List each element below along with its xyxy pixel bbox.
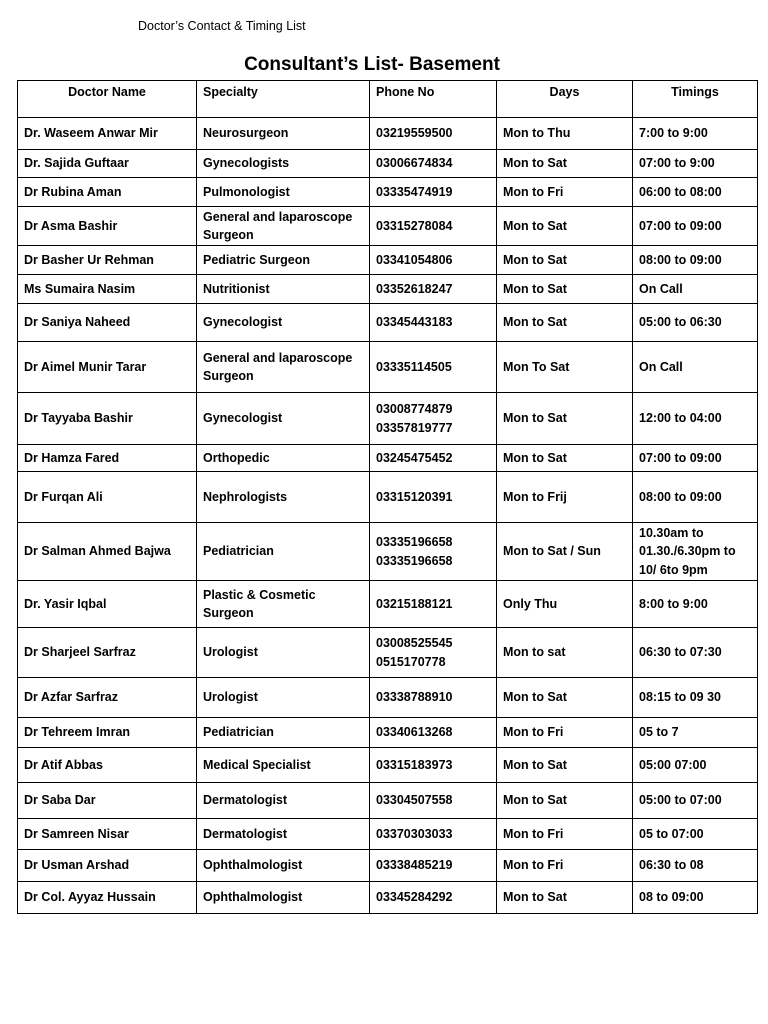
doctor-name-cell: Dr Atif Abbas bbox=[18, 748, 197, 783]
days-cell: Mon to Frij bbox=[497, 472, 633, 523]
doctor-name-cell: Dr Aimel Munir Tarar bbox=[18, 342, 197, 393]
specialty-cell: Pediatrician bbox=[197, 718, 370, 748]
timings-cell: 05:00 to 07:00 bbox=[633, 783, 758, 819]
table-row bbox=[18, 678, 758, 718]
days-cell: Mon to Fri bbox=[497, 178, 633, 207]
timings-cell: 7:00 to 9:00 bbox=[633, 118, 758, 150]
specialty-cell: Gynecologist bbox=[197, 304, 370, 342]
table-row bbox=[18, 819, 758, 850]
phone-cell: 03219559500 bbox=[370, 118, 497, 150]
phone-cell: 03315183973 bbox=[370, 748, 497, 783]
days-cell: Mon to Sat bbox=[497, 150, 633, 178]
timings-cell: 08:00 to 09:00 bbox=[633, 472, 758, 523]
days-cell: Mon to Fri bbox=[497, 819, 633, 850]
days-cell: Mon to Sat bbox=[497, 783, 633, 819]
specialty-cell: Pulmonologist bbox=[197, 178, 370, 207]
timings-cell: 08:00 to 09:00 bbox=[633, 246, 758, 275]
days-cell: Mon to Thu bbox=[497, 118, 633, 150]
phone-cell: 03335474919 bbox=[370, 178, 497, 207]
doctor-name-cell: Dr Furqan Ali bbox=[18, 472, 197, 523]
table-row bbox=[18, 581, 758, 628]
table-row bbox=[18, 882, 758, 914]
phone-cell: 03352618247 bbox=[370, 275, 497, 304]
doctor-name-cell: Dr. Yasir Iqbal bbox=[18, 581, 197, 628]
specialty-cell: General and laparoscope Surgeon bbox=[197, 342, 370, 393]
days-cell: Mon to Sat bbox=[497, 882, 633, 914]
days-cell: Only Thu bbox=[497, 581, 633, 628]
table-row bbox=[18, 718, 758, 748]
timings-cell: 08:15 to 09 30 bbox=[633, 678, 758, 718]
timings-cell: 07:00 to 09:00 bbox=[633, 445, 758, 472]
doctor-name-cell: Dr Rubina Aman bbox=[18, 178, 197, 207]
days-cell: Mon to sat bbox=[497, 628, 633, 678]
specialty-cell: Ophthalmologist bbox=[197, 850, 370, 882]
specialty-cell: Pediatrician bbox=[197, 523, 370, 581]
timings-cell: 07:00 to 09:00 bbox=[633, 207, 758, 246]
phone-cell: 03008525545 0515170778 bbox=[370, 628, 497, 678]
phone-cell: 03215188121 bbox=[370, 581, 497, 628]
specialty-cell: Urologist bbox=[197, 678, 370, 718]
doctor-name-cell: Ms Sumaira Nasim bbox=[18, 275, 197, 304]
days-cell: Mon to Sat bbox=[497, 678, 633, 718]
table-row bbox=[18, 342, 758, 393]
doctor-name-cell: Dr Basher Ur Rehman bbox=[18, 246, 197, 275]
phone-cell: 03345443183 bbox=[370, 304, 497, 342]
days-cell: Mon to Sat bbox=[497, 246, 633, 275]
specialty-cell: Gynecologists bbox=[197, 150, 370, 178]
phone-cell: 03338788910 bbox=[370, 678, 497, 718]
column-header-specialty: Specialty bbox=[197, 81, 370, 118]
phone-cell: 03340613268 bbox=[370, 718, 497, 748]
timings-cell: 08 to 09:00 bbox=[633, 882, 758, 914]
timings-cell: 05 to 07:00 bbox=[633, 819, 758, 850]
doctor-name-cell: Dr Tehreem Imran bbox=[18, 718, 197, 748]
phone-cell: 03370303033 bbox=[370, 819, 497, 850]
table-row bbox=[18, 850, 758, 882]
doctor-name-cell: Dr Tayyaba Bashir bbox=[18, 393, 197, 445]
table-header-row bbox=[18, 81, 758, 118]
doctor-name-cell: Dr Hamza Fared bbox=[18, 445, 197, 472]
specialty-cell: Urologist bbox=[197, 628, 370, 678]
table-row bbox=[18, 150, 758, 178]
specialty-cell: Dermatologist bbox=[197, 819, 370, 850]
doctor-name-cell: Dr Samreen Nisar bbox=[18, 819, 197, 850]
days-cell: Mon to Sat bbox=[497, 304, 633, 342]
timings-cell: 10.30am to 01.30./6.30pm to 10/ 6to 9pm bbox=[633, 523, 758, 581]
days-cell: Mon to Sat bbox=[497, 207, 633, 246]
timings-cell: 05 to 7 bbox=[633, 718, 758, 748]
table-row bbox=[18, 628, 758, 678]
table-body bbox=[18, 118, 758, 914]
phone-cell: 03341054806 bbox=[370, 246, 497, 275]
phone-cell: 03335114505 bbox=[370, 342, 497, 393]
table-row bbox=[18, 472, 758, 523]
timings-cell: 07:00 to 9:00 bbox=[633, 150, 758, 178]
column-header-phone: Phone No bbox=[370, 81, 497, 118]
table-row bbox=[18, 748, 758, 783]
timings-cell: 06:30 to 08 bbox=[633, 850, 758, 882]
specialty-cell: General and laparoscope Surgeon bbox=[197, 207, 370, 246]
doctor-name-cell: Dr Asma Bashir bbox=[18, 207, 197, 246]
document-header: Doctor’s Contact & Timing List bbox=[138, 19, 306, 33]
timings-cell: 12:00 to 04:00 bbox=[633, 393, 758, 445]
doctor-name-cell: Dr Saba Dar bbox=[18, 783, 197, 819]
timings-cell: On Call bbox=[633, 342, 758, 393]
consultant-table bbox=[17, 80, 758, 914]
days-cell: Mon to Sat bbox=[497, 445, 633, 472]
table-row bbox=[18, 445, 758, 472]
phone-cell: 03315278084 bbox=[370, 207, 497, 246]
table-row bbox=[18, 783, 758, 819]
phone-cell: 03008774879 03357819777 bbox=[370, 393, 497, 445]
table-row bbox=[18, 118, 758, 150]
specialty-cell: Nephrologists bbox=[197, 472, 370, 523]
specialty-cell: Pediatric Surgeon bbox=[197, 246, 370, 275]
specialty-cell: Gynecologist bbox=[197, 393, 370, 445]
timings-cell: 05:00 07:00 bbox=[633, 748, 758, 783]
timings-cell: On Call bbox=[633, 275, 758, 304]
table-row bbox=[18, 207, 758, 246]
phone-cell: 03338485219 bbox=[370, 850, 497, 882]
doctor-name-cell: Dr Azfar Sarfraz bbox=[18, 678, 197, 718]
specialty-cell: Orthopedic bbox=[197, 445, 370, 472]
doctor-name-cell: Dr Sharjeel Sarfraz bbox=[18, 628, 197, 678]
specialty-cell: Dermatologist bbox=[197, 783, 370, 819]
specialty-cell: Neurosurgeon bbox=[197, 118, 370, 150]
doctor-name-cell: Dr Salman Ahmed Bajwa bbox=[18, 523, 197, 581]
phone-cell: 03245475452 bbox=[370, 445, 497, 472]
specialty-cell: Nutritionist bbox=[197, 275, 370, 304]
doctor-name-cell: Dr Saniya Naheed bbox=[18, 304, 197, 342]
column-header-days: Days bbox=[497, 81, 633, 118]
table-row bbox=[18, 178, 758, 207]
days-cell: Mon to Sat bbox=[497, 393, 633, 445]
specialty-cell: Medical Specialist bbox=[197, 748, 370, 783]
table-row bbox=[18, 304, 758, 342]
timings-cell: 06:30 to 07:30 bbox=[633, 628, 758, 678]
column-header-doctor-name: Doctor Name bbox=[18, 81, 197, 118]
specialty-cell: Ophthalmologist bbox=[197, 882, 370, 914]
days-cell: Mon to Fri bbox=[497, 718, 633, 748]
timings-cell: 05:00 to 06:30 bbox=[633, 304, 758, 342]
doctor-name-cell: Dr. Waseem Anwar Mir bbox=[18, 118, 197, 150]
timings-cell: 8:00 to 9:00 bbox=[633, 581, 758, 628]
phone-cell: 03345284292 bbox=[370, 882, 497, 914]
doctor-name-cell: Dr. Sajida Guftaar bbox=[18, 150, 197, 178]
table-row bbox=[18, 275, 758, 304]
timings-cell: 06:00 to 08:00 bbox=[633, 178, 758, 207]
phone-cell: 03304507558 bbox=[370, 783, 497, 819]
table-row bbox=[18, 246, 758, 275]
days-cell: Mon to Fri bbox=[497, 850, 633, 882]
days-cell: Mon to Sat bbox=[497, 275, 633, 304]
column-header-timings: Timings bbox=[633, 81, 758, 118]
phone-cell: 03335196658 03335196658 bbox=[370, 523, 497, 581]
days-cell: Mon To Sat bbox=[497, 342, 633, 393]
table-row bbox=[18, 523, 758, 581]
doctor-name-cell: Dr Usman Arshad bbox=[18, 850, 197, 882]
phone-cell: 03315120391 bbox=[370, 472, 497, 523]
phone-cell: 03006674834 bbox=[370, 150, 497, 178]
days-cell: Mon to Sat bbox=[497, 748, 633, 783]
doctor-name-cell: Dr Col. Ayyaz Hussain bbox=[18, 882, 197, 914]
page-title: Consultant’s List- Basement bbox=[244, 54, 500, 75]
days-cell: Mon to Sat / Sun bbox=[497, 523, 633, 581]
specialty-cell: Plastic & Cosmetic Surgeon bbox=[197, 581, 370, 628]
table-row bbox=[18, 393, 758, 445]
